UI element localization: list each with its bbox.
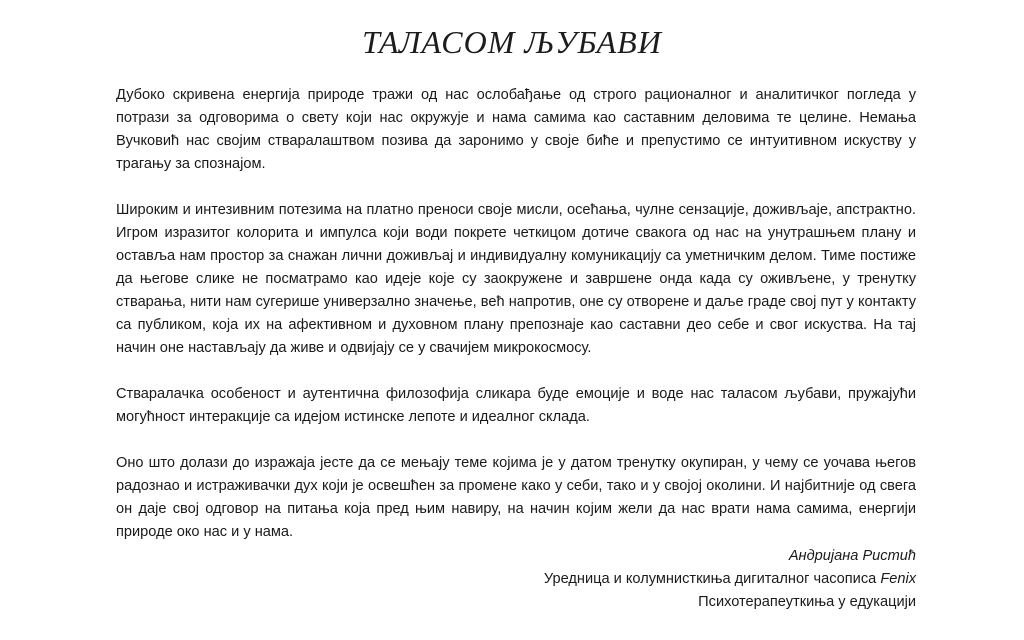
paragraph-2: Широким и интезивним потезима на платно преноси своје мисли, осећања, чулне сензације, доживљаје, апстрактно. Игром изразитог колорита и импулса који води покрете четкицом дотиче свакога од нас на унутрашњем плану и оставља нам простор за снажан лични доживљај и индивидуалну комуникацију са уметничким делом. Тиме постиже да његове слике не посматрамо као идеје које су заокружене и завршене онда када су оживљене, у тренутку стварања, нити нам сугерише универзално значење, већ напротив, оне су отворене и даље граде свој пут у контакту са публиком, која их на афективном и духовном плану препознаје као саставни део себе и свог искуства. На тај начин оне настављају да живе и одвијају се у свачијем микрокосмосу.	[116, 202, 916, 356]
article-body	[116, 84, 916, 567]
author-role-2: Психотерапеуткиња у едукацији	[698, 594, 916, 610]
page-title: ТАЛАСОМ ЉУБАВИ	[362, 24, 662, 60]
magazine-name: Fenix	[880, 571, 916, 587]
paragraph-3: Стваралачка особеност и аутентична филозофија сликара буде емоције и воде нас таласом љубави, пружајући могућност интеракције са идејом истинске лепоте и идеалног склада.	[116, 386, 916, 425]
author-name: Андријана Ристић	[788, 548, 916, 564]
paragraph-1: Дубоко скривена енергија природе тражи од нас ослобађање од строго рационалног и аналитичког погледа у потрази за одговорима о свету који нас окружује и нама самима као саставним деловима те целине. Немања Вучковић нас својим стваралаштвом позива да заронимо у своје биће и препустимо се интуитивном искуству у трагању за спознајом.	[116, 87, 916, 172]
paragraph-4: Оно што долази до изражаја јесте да се мењају теме којима је у датом тренутку окупиран, у чему се уочава његов радознао и истраживачки дух који је освешћен за промене како у себи, тако и у својој околини. И најбитније од свега он даје свој одговор на питања која пред њим навиру, на начин којим жели да нас врати нама самима, енергији природе око нас и у нама.	[116, 455, 916, 540]
signature-block	[544, 545, 916, 614]
author-role-text: Уредница и колумнисткиња дигиталног часописа	[543, 571, 881, 587]
author-role	[544, 568, 916, 591]
